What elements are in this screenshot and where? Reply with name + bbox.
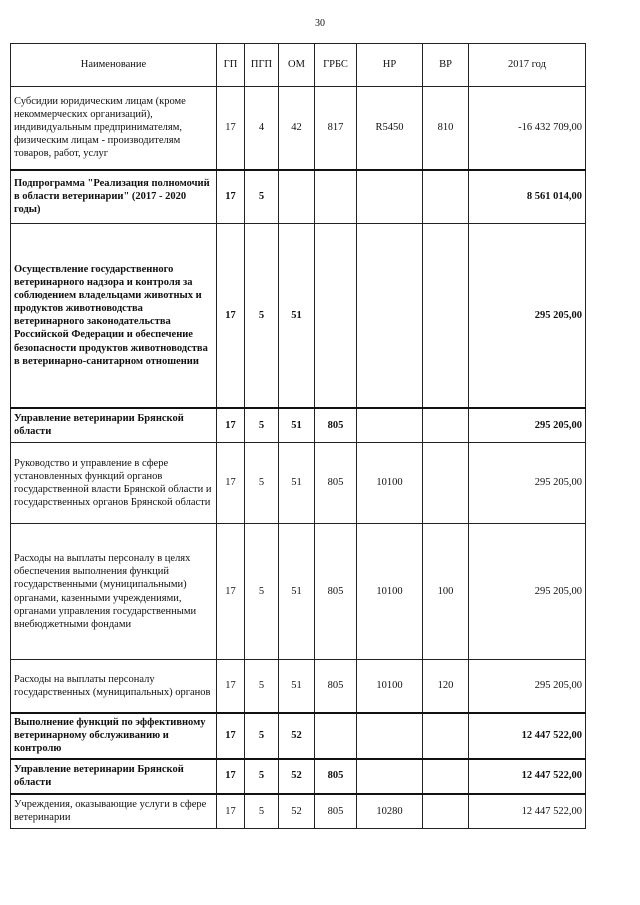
row-grbs: 805 <box>315 759 357 794</box>
table-row <box>11 759 586 794</box>
header-np: НР <box>357 44 423 87</box>
row-amount: 8 561 014,00 <box>469 170 586 224</box>
row-amount: 12 447 522,00 <box>469 713 586 759</box>
row-ppgp: 5 <box>245 794 279 829</box>
row-vr <box>423 170 469 224</box>
header-ppgp: ПГП <box>245 44 279 87</box>
row-vr: 120 <box>423 660 469 713</box>
row-np <box>357 170 423 224</box>
table-row <box>11 224 586 408</box>
row-amount: 12 447 522,00 <box>469 759 586 794</box>
row-ppgp: 5 <box>245 408 279 443</box>
row-ppgp: 5 <box>245 524 279 660</box>
row-gp: 17 <box>217 524 245 660</box>
row-amount: 12 447 522,00 <box>469 794 586 829</box>
row-om: 52 <box>279 713 315 759</box>
row-amount: 295 205,00 <box>469 660 586 713</box>
row-grbs: 805 <box>315 443 357 524</box>
row-grbs <box>315 224 357 408</box>
table-row <box>11 170 586 224</box>
table-row <box>11 408 586 443</box>
row-np: 10100 <box>357 660 423 713</box>
row-vr <box>423 443 469 524</box>
row-vr <box>423 408 469 443</box>
header-year: 2017 год <box>469 44 586 87</box>
row-om: 51 <box>279 224 315 408</box>
row-gp: 17 <box>217 87 245 170</box>
header-grbs: ГРБС <box>315 44 357 87</box>
row-ppgp: 4 <box>245 87 279 170</box>
row-vr <box>423 759 469 794</box>
row-name: Управление ветеринарии Брянской области <box>11 408 217 443</box>
row-grbs: 805 <box>315 524 357 660</box>
row-gp: 17 <box>217 224 245 408</box>
row-gp: 17 <box>217 794 245 829</box>
row-name: Учреждения, оказывающие услуги в сфере ветеринарии <box>11 794 217 829</box>
table-row <box>11 524 586 660</box>
row-np: 10100 <box>357 443 423 524</box>
row-np <box>357 713 423 759</box>
row-vr <box>423 794 469 829</box>
row-om: 51 <box>279 408 315 443</box>
row-name: Руководство и управление в сфере установленных функций органов государственной власти Брянской области и государственных органов Брянской области <box>11 443 217 524</box>
row-name: Подпрограмма "Реализация полномочий в области ветеринарии" (2017 - 2020 годы) <box>11 170 217 224</box>
row-grbs: 805 <box>315 794 357 829</box>
row-amount: 295 205,00 <box>469 224 586 408</box>
row-grbs: 805 <box>315 408 357 443</box>
row-name: Расходы на выплаты персоналу в целях обеспечения выполнения функций государственными (муниципальными) органами, казенными учреждениями, органами управления государственными внебюджетными фондами <box>11 524 217 660</box>
table-row <box>11 87 586 170</box>
row-amount: 295 205,00 <box>469 443 586 524</box>
table-row <box>11 443 586 524</box>
row-om: 42 <box>279 87 315 170</box>
row-np: 10100 <box>357 524 423 660</box>
header-gp: ГП <box>217 44 245 87</box>
table-row <box>11 794 586 829</box>
row-grbs: 817 <box>315 87 357 170</box>
row-ppgp: 5 <box>245 443 279 524</box>
page-number: 30 <box>315 18 325 29</box>
table-row <box>11 713 586 759</box>
row-np <box>357 408 423 443</box>
row-gp: 17 <box>217 443 245 524</box>
row-ppgp: 5 <box>245 759 279 794</box>
row-name: Управление ветеринарии Брянской области <box>11 759 217 794</box>
row-amount: -16 432 709,00 <box>469 87 586 170</box>
row-grbs <box>315 713 357 759</box>
row-np: R5450 <box>357 87 423 170</box>
row-ppgp: 5 <box>245 660 279 713</box>
row-ppgp: 5 <box>245 170 279 224</box>
row-gp: 17 <box>217 170 245 224</box>
row-np <box>357 224 423 408</box>
row-name: Субсидии юридическим лицам (кроме некоммерческих организаций), индивидуальным предпринимателям, физическим лицам - производителям товаров, работ, услуг <box>11 87 217 170</box>
row-amount: 295 205,00 <box>469 408 586 443</box>
row-np <box>357 759 423 794</box>
row-gp: 17 <box>217 660 245 713</box>
row-name: Расходы на выплаты персоналу государственных (муниципальных) органов <box>11 660 217 713</box>
budget-table <box>10 43 586 829</box>
row-vr: 100 <box>423 524 469 660</box>
header-vr: ВР <box>423 44 469 87</box>
row-amount: 295 205,00 <box>469 524 586 660</box>
row-vr <box>423 713 469 759</box>
row-np: 10280 <box>357 794 423 829</box>
row-om: 51 <box>279 443 315 524</box>
row-ppgp: 5 <box>245 224 279 408</box>
row-gp: 17 <box>217 713 245 759</box>
row-grbs: 805 <box>315 660 357 713</box>
row-om: 51 <box>279 524 315 660</box>
row-grbs <box>315 170 357 224</box>
row-gp: 17 <box>217 759 245 794</box>
row-om: 52 <box>279 794 315 829</box>
row-name: Выполнение функций по эффективному ветеринарному обслуживанию и контролю <box>11 713 217 759</box>
row-gp: 17 <box>217 408 245 443</box>
row-ppgp: 5 <box>245 713 279 759</box>
row-vr <box>423 224 469 408</box>
row-om <box>279 170 315 224</box>
row-name: Осуществление государственного ветеринарного надзора и контроля за соблюдением владельцами животных и продуктов животноводства ветеринарного законодательства Российской Федерации и обеспечение безопасности продуктов животноводства в ветеринарно-санитарном отношении <box>11 224 217 408</box>
header-name: Наименование <box>11 44 217 87</box>
row-om: 52 <box>279 759 315 794</box>
header-om: ОМ <box>279 44 315 87</box>
row-vr: 810 <box>423 87 469 170</box>
table-row <box>11 660 586 713</box>
row-om: 51 <box>279 660 315 713</box>
header-row <box>11 44 586 87</box>
